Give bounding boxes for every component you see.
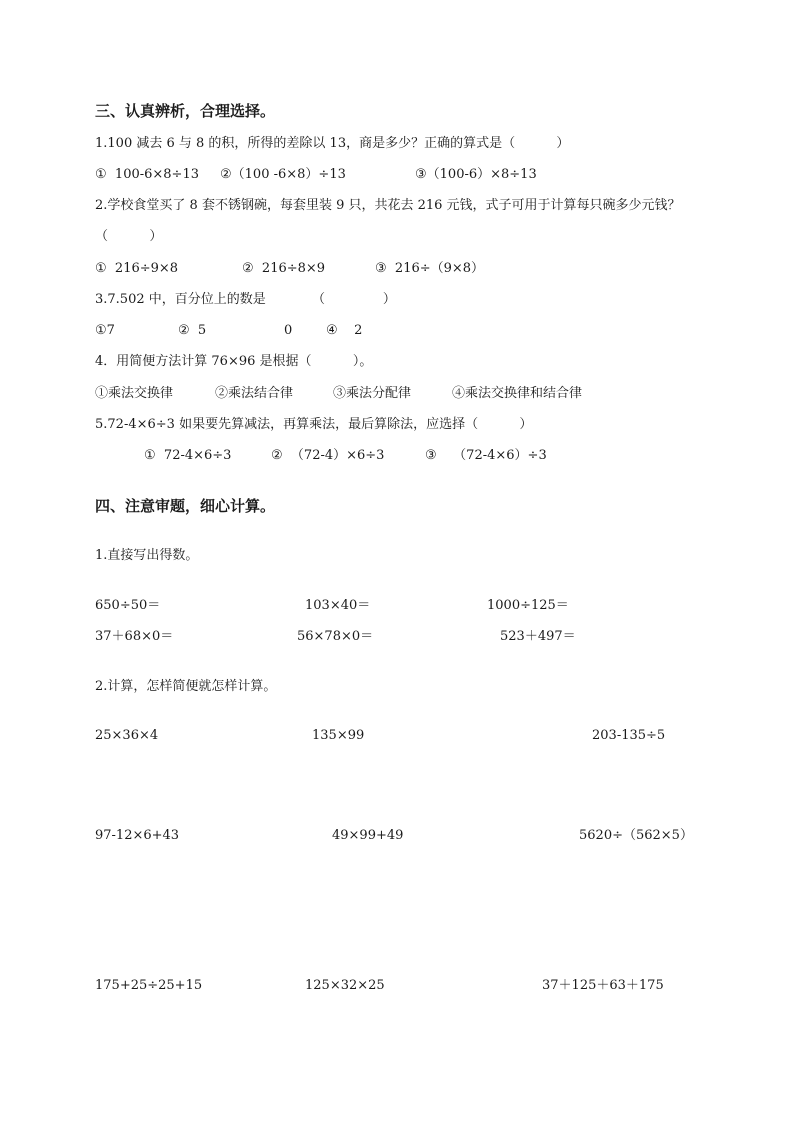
question-4-option-3: ③乘法分配律 <box>333 386 412 401</box>
calculation-item: 5620÷（562×5） <box>579 828 693 843</box>
question-3-option-2: ② 5 <box>178 323 207 338</box>
question-5-option-2: ② （72-4）×6÷3 <box>271 448 385 463</box>
mental-math-item: 56×78×0＝ <box>297 629 374 644</box>
calculation-item: 203-135÷5 <box>592 728 666 743</box>
question-5-option-1: ① 72-4×6÷3 <box>144 448 232 463</box>
question-3-option-extra: 0 <box>284 323 293 338</box>
question-2-option-1: ① 216÷9×8 <box>95 261 179 276</box>
question-4-option-4: ④乘法交换律和结合律 <box>452 386 583 401</box>
question-3-text: 3.7.502 中，百分位上的数是 <box>95 292 266 307</box>
question-5-option-3: ③ （72-4×6）÷3 <box>425 448 547 463</box>
question-3-option-1: ①7 <box>95 323 115 338</box>
question-1-option-1: ① 100-6×8÷13 <box>95 167 199 182</box>
section-3-heading: 三、认真辨析，合理选择。 <box>95 102 276 120</box>
question-4-option-1: ①乘法交换律 <box>95 386 174 401</box>
calculation-item: 97-12×6+43 <box>95 828 180 843</box>
mental-math-item: 523＋497＝ <box>500 629 576 644</box>
question-2-blank: （ ） <box>95 229 163 244</box>
question-1-text: 1.100 减去 6 与 8 的积，所得的差除以 13，商是多少？正确的算式是（ ） <box>95 136 570 151</box>
section-4-heading: 四、注意审题，细心计算。 <box>95 497 276 515</box>
question-1-option-2: ②（100 -6×8）÷13 <box>220 167 346 182</box>
question-4-option-2: ②乘法结合律 <box>215 386 294 401</box>
mental-math-item: 37＋68×0＝ <box>95 629 174 644</box>
mental-math-item: 1000÷125＝ <box>487 598 569 613</box>
calculation-item: 25×36×4 <box>95 728 159 743</box>
part-2-title: 2.计算，怎样简便就怎样计算。 <box>95 679 277 694</box>
calculation-item: 37＋125＋63＋175 <box>542 978 664 993</box>
mental-math-item: 650÷50＝ <box>95 598 161 613</box>
part-1-title: 1.直接写出得数。 <box>95 548 199 563</box>
mental-math-item: 103×40＝ <box>305 598 371 613</box>
question-1-option-3: ③（100-6）×8÷13 <box>415 167 537 182</box>
calculation-item: 125×32×25 <box>305 978 385 993</box>
question-2-option-3: ③ 216÷（9×8） <box>375 261 485 276</box>
calculation-item: 135×99 <box>312 728 365 743</box>
question-5-text: 5.72-4×6÷3 如果要先算减法，再算乘法，最后算除法，应选择（ ） <box>95 417 533 432</box>
question-4-text: 4．用简便方法计算 76×96 是根据（ ）。 <box>95 354 373 369</box>
question-3-blank: （ ） <box>312 292 396 307</box>
calculation-item: 49×99+49 <box>332 828 404 843</box>
question-2-text: 2.学校食堂买了 8 套不锈钢碗，每套里装 9 只，共花去 216 元钱，式子可用于计算每只碗多少元钱？ <box>95 198 681 213</box>
question-2-option-2: ② 216÷8×9 <box>242 261 326 276</box>
question-3-option-3: ④ 2 <box>326 323 363 338</box>
calculation-item: 175+25÷25+15 <box>95 978 203 993</box>
